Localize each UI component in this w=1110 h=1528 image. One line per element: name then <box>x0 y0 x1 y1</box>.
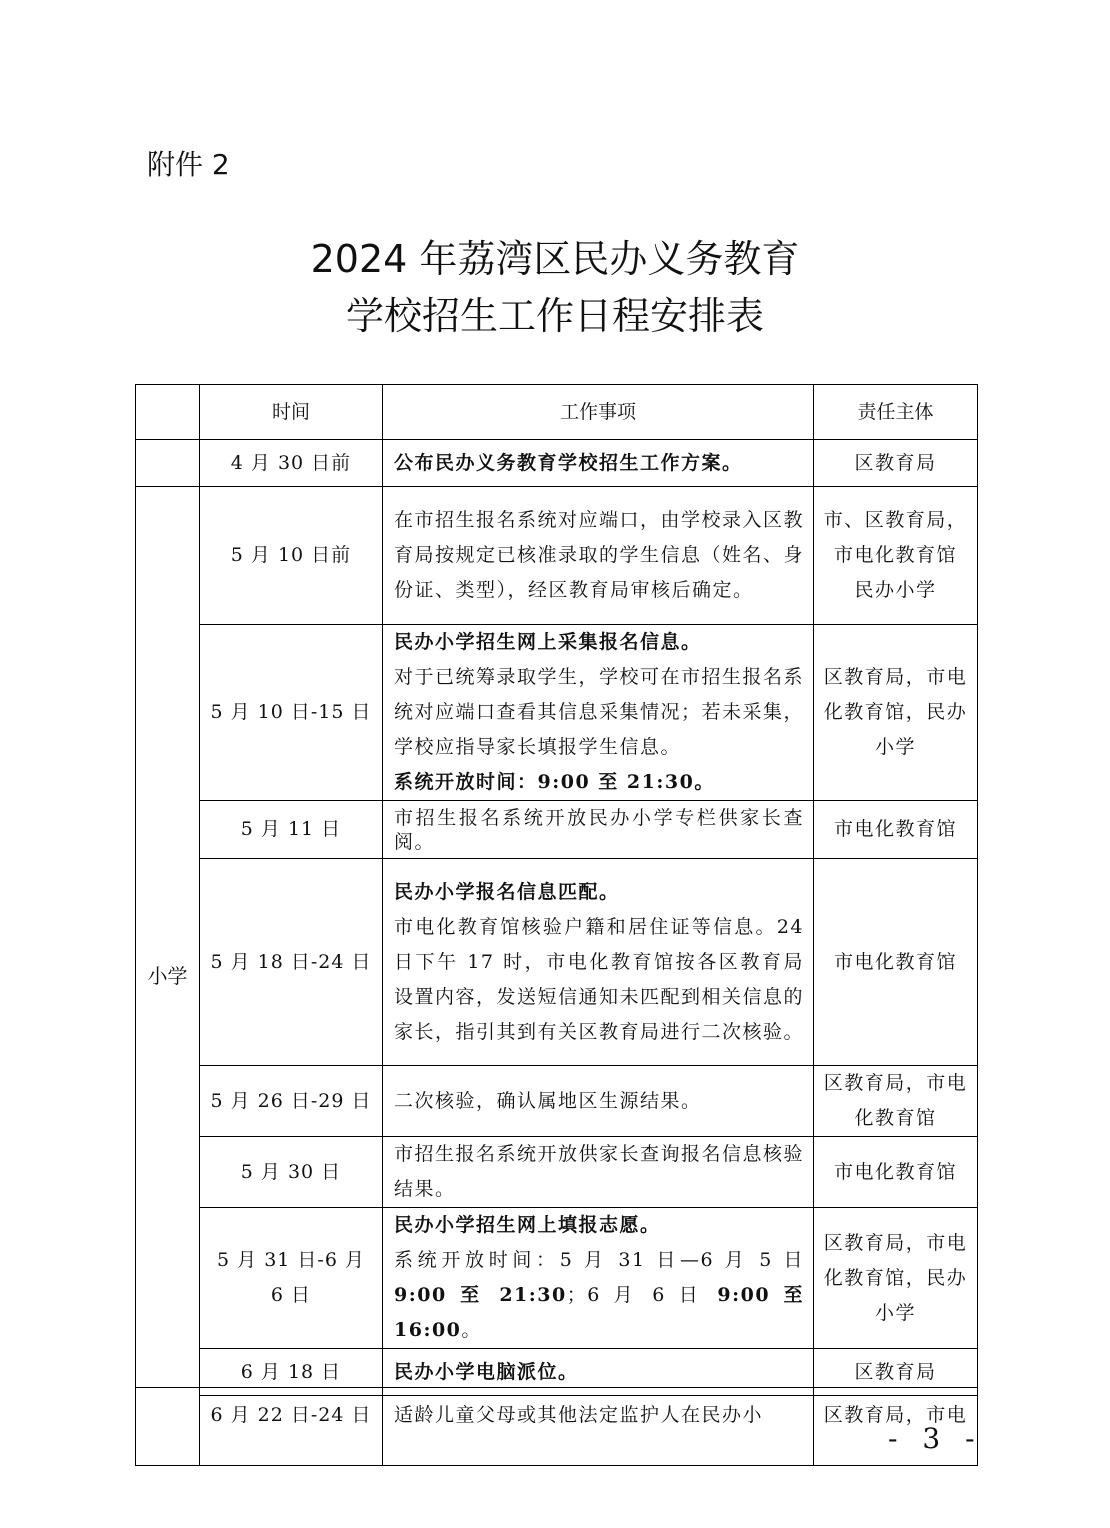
task-cell: 在市招生报名系统对应端口，由学校录入区教育局按规定已核准录取的学生信息（姓名、身份证、类型），经区教育局审核后确定。 <box>383 487 814 625</box>
table-row <box>136 801 978 859</box>
table-row <box>136 1396 978 1466</box>
task-cell <box>383 1208 814 1349</box>
time-cell: 5 月 26 日-29 日 <box>200 1066 383 1137</box>
time-cell: 5 月 11 日 <box>200 801 383 859</box>
task-cell: 二次核验，确认属地区生源结果。 <box>383 1066 814 1137</box>
task-hours-value: 9:00 至 21:30。 <box>537 771 715 793</box>
attachment-label: 附件 2 <box>147 148 230 181</box>
header-responsible: 责任主体 <box>814 385 978 440</box>
task-title: 民办小学招生网上填报志愿。 <box>394 1214 661 1236</box>
task-cell: 适龄儿童父母或其他法定监护人在民办小 <box>383 1396 814 1466</box>
table-row <box>136 487 978 625</box>
header-time: 时间 <box>200 385 383 440</box>
time-cell: 6 月 18 日 <box>200 1349 383 1396</box>
page-number: - 3 - <box>888 1422 983 1455</box>
responsible-cell: 区教育局 <box>814 1349 978 1396</box>
time-cell: 5 月 30 日 <box>200 1137 383 1208</box>
time-cell: 5 月 10 日-15 日 <box>200 625 383 801</box>
responsible-cell <box>814 487 978 625</box>
responsible-line: 市电化教育馆 <box>833 544 957 566</box>
responsible-cell: 区教育局，市电化教育馆，民办小学 <box>814 625 978 801</box>
responsible-cell: 区教育局，市电化教育馆，民办小学 <box>814 1208 978 1349</box>
responsible-cell: 区教育局 <box>814 440 978 487</box>
page-title-line1: 2024 年荔湾区民办义务教育 <box>310 237 800 281</box>
schedule-table-wrapper <box>135 384 977 1426</box>
task-title: 民办小学报名信息匹配。 <box>394 880 620 903</box>
page-title-line2: 学校招生工作日程安排表 <box>345 294 764 338</box>
task-text: 。 <box>461 1319 482 1341</box>
task-text: 系统开放时间：5 月 31 日—6 月 5 日 <box>394 1249 804 1271</box>
task-title: 民办小学招生网上采集报名信息。 <box>394 631 702 653</box>
task-cell: 公布民办义务教育学校招生工作方案。 <box>383 440 814 487</box>
task-time-bold: 9:00 至 21:30 <box>394 1284 567 1306</box>
responsible-cell: 市电化教育馆 <box>814 1137 978 1208</box>
table-row <box>136 1208 978 1349</box>
task-cell <box>383 859 814 1066</box>
task-body <box>394 1243 804 1348</box>
time-cell: 5 月 10 日前 <box>200 487 383 625</box>
table-row <box>136 859 978 1066</box>
task-hours <box>394 765 804 800</box>
responsible-cell: 区教育局，市电化教育馆 <box>814 1066 978 1137</box>
table-row <box>136 1349 978 1396</box>
task-text: ；6 月 6 日 <box>566 1284 718 1306</box>
table-row <box>136 1137 978 1208</box>
table-row <box>136 1066 978 1137</box>
task-hours-label: 系统开放时间： <box>394 771 538 793</box>
task-body: 市电化教育馆核验户籍和居住证等信息。24 日下午 17 时，市电化教育馆按各区教育局设置内容，发送短信通知未匹配到相关信息的家长，指引其到有关区教育局进行二次核验。 <box>394 915 805 1043</box>
category-cell-empty <box>136 440 200 487</box>
responsible-cell: 市电化教育馆 <box>814 859 978 1066</box>
header-task: 工作事项 <box>383 385 814 440</box>
task-cell <box>383 625 814 801</box>
task-cell: 民办小学电脑派位。 <box>383 1349 814 1396</box>
time-cell: 5 月 31 日-6 月 6 日 <box>200 1208 383 1349</box>
task-cell: 市招生报名系统开放供家长查询报名信息核验结果。 <box>383 1137 814 1208</box>
responsible-line: 民办小学 <box>854 579 937 601</box>
task-time-bold: 9:00 至 16:00 <box>394 1284 804 1341</box>
responsible-line: 市、区教育局， <box>823 509 968 531</box>
header-category <box>136 385 200 440</box>
schedule-table <box>135 384 978 1466</box>
task-body: 对于已统筹录取学生，学校可在市招生报名系统对应端口查看其信息采集情况；若未采集，学校应指导家长填报学生信息。 <box>394 666 805 758</box>
time-cell: 6 月 22 日-24 日 <box>200 1396 383 1466</box>
table-row <box>136 625 978 801</box>
responsible-cell: 市电化教育馆 <box>814 801 978 859</box>
task-cell: 市招生报名系统开放民办小学专栏供家长查阅。 <box>383 801 814 859</box>
header-row <box>136 385 978 440</box>
table-row <box>136 440 978 487</box>
responsible-cell: 区教育局，市电 <box>814 1396 978 1466</box>
category-cell-primary: 小学 <box>136 487 200 1466</box>
time-cell: 4 月 30 日前 <box>200 440 383 487</box>
time-cell: 5 月 18 日-24 日 <box>200 859 383 1066</box>
